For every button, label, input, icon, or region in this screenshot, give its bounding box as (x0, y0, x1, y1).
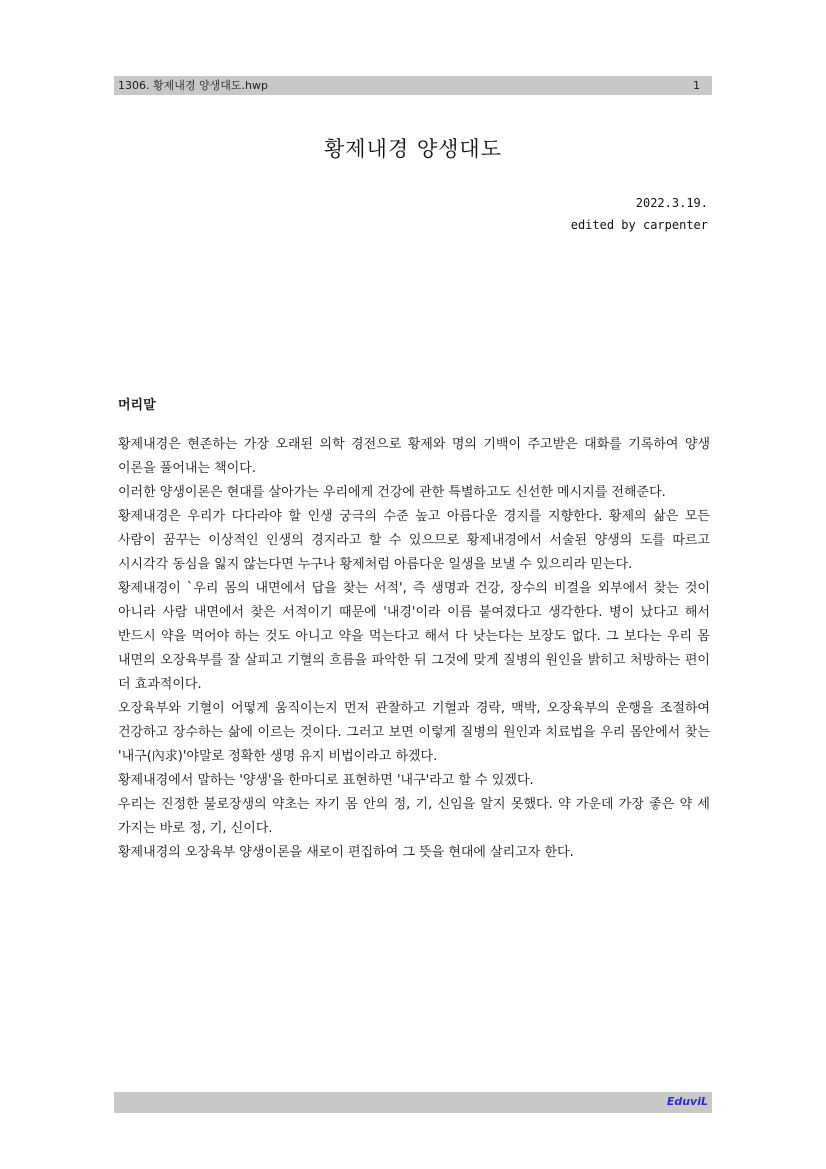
paragraph: 황제내경의 오장육부 양생이론을 새로이 편집하여 그 뜻을 현대에 살리고자 한다. (118, 845, 574, 860)
paragraph: 오장육부와 기혈이 어떻게 움직이는지 먼저 관찰하고 기혈과 경락, 맥박, 오장육부의 운행을 조절하여 건강하고 장수하는 삶에 이르는 것이다. 그러고 보면 이렇게 질병의 원인과 치료법을 우리 몸안에서 찾는 '내구(內求)'야말로 정확한 생명 유지 비법이라고 하겠다. (118, 701, 710, 764)
header-filename: 1306. 황제내경 양생대도.hwp (118, 79, 268, 92)
section-heading-preface: 머리말 (118, 398, 156, 413)
paragraph: 황제내경은 현존하는 가장 오래된 의학 경전으로 황제와 명의 기백이 주고받은 대화를 기록하여 양생 이론을 풀어내는 책이다. (118, 437, 710, 476)
paragraph: 황제내경이 `우리 몸의 내면에서 답을 찾는 서적', 즉 생명과 건강, 장수의 비결을 외부에서 찾는 것이 아니라 사람 내면에서 찾은 서적이기 때문에 '내경'이라 이름 붙여졌다고 생각한다. 병이 났다고 해서 반드시 약을 먹어야 하는 것도 아니고 약을 먹는다고 해서 다 낫는다는 보장도 없다. 그 보다는 우리 몸 내면의 오장육부를 잘 살피고 기혈의 흐름을 파악한 뒤 그것에 맞게 질병의 원인을 밝히고 처방하는 편이 더 효과적이다. (118, 581, 710, 692)
header-page-number: 1 (693, 79, 700, 92)
page-header-bar (114, 76, 712, 95)
document-editor: edited by carpenter (570, 218, 708, 232)
paragraph: 이러한 양생이론은 현대를 살아가는 우리에게 건강에 관한 특별하고도 신선한 메시지를 전해준다. (118, 485, 666, 500)
paragraph: 우리는 진정한 불로장생의 약초는 자기 몸 안의 정, 기, 신임을 알지 못했다. 약 가운데 가장 좋은 약 세 가지는 바로 정, 기, 신이다. (118, 797, 710, 836)
paragraph: 황제내경에서 말하는 '양생'을 한마디로 표현하면 '내구'라고 할 수 있겠다. (118, 773, 534, 788)
page-footer-bar (114, 1092, 712, 1113)
document-title: 황제내경 양생대도 (324, 137, 502, 161)
paragraph: 황제내경은 우리가 다다라야 할 인생 궁극의 수준 높고 아름다운 경지를 지향한다. 황제의 삶은 모든 사람이 꿈꾸는 이상적인 인생의 경지라고 할 수 있으므로 황제내경에서 서술된 양생의 도를 따르고 시시각각 동심을 잃지 않는다면 누구나 황제처럼 아름다운 일생을 보낼 수 있으리라 믿는다. (118, 509, 710, 572)
document-date: 2022.3.19. (635, 196, 708, 210)
eduvil-logo: EduviL (666, 1095, 708, 1108)
body-text (118, 433, 710, 865)
